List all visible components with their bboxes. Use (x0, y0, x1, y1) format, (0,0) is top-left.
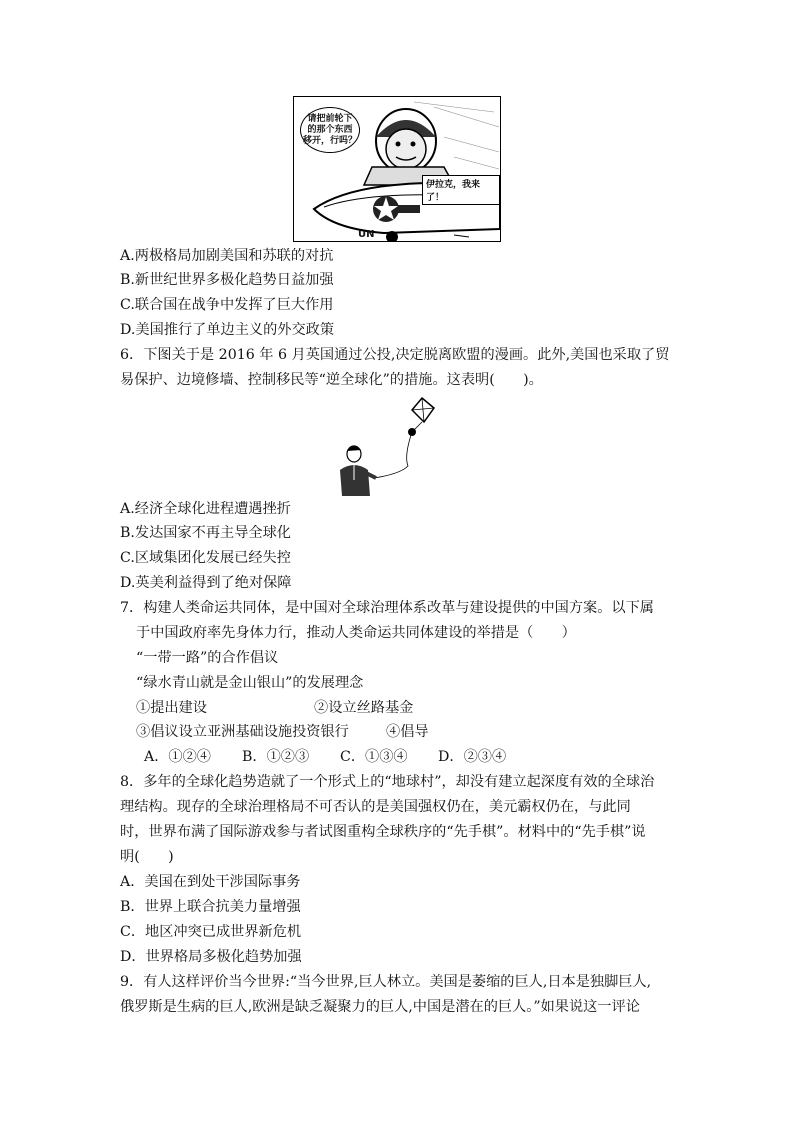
q9-stem-line1: 9．有人这样评价当今世界:“当今世界,巨人林立。美国是萎缩的巨人,日本是独脚巨人, (120, 974, 652, 990)
q6-option-b: B.发达国家不再主导全球化 (120, 525, 291, 541)
cartoon-pilot-jet (293, 96, 501, 242)
q7-stem-line2: 于中国政府率先身体力行，推动人类命运共同体建设的举措是（ ） (136, 625, 576, 641)
q7-stem-line1: 7．构建人类命运共同体，是中国对全球治理体系改革与建设提供的中国方案。以下属 (120, 600, 654, 616)
kite-illustration (334, 396, 438, 496)
q5-option-c: C.联合国在战争中发挥了巨大作用 (120, 297, 334, 313)
q8-stem-line1: 8．多年的全球化趋势造就了一个形式上的“地球村”，却没有建立起深度有效的全球治 (120, 774, 655, 790)
q7-answer-b: B．①②③ (242, 749, 310, 765)
q8-option-d: D．世界格局多极化趋势加强 (120, 949, 302, 965)
q7-answer-d: D．②③④ (438, 749, 507, 765)
q5-option-a: A.两极格局加剧美国和苏联的对抗 (120, 248, 334, 264)
q6-stem-line2: 易保护、边境修墙、控制移民等“逆全球化”的措施。这表明( )。 (120, 372, 543, 388)
q5-option-b: B.新世纪世界多极化趋势日益加强 (120, 272, 334, 288)
q7-item-2: “绿水青山就是金山银山”的发展理念 (136, 675, 364, 691)
q8-option-b: B．世界上联合抗美力量增强 (120, 899, 301, 915)
q8-option-a: A．美国在到处干涉国际事务 (120, 874, 301, 890)
q8-stem-line3: 时，世界布满了国际游戏参与者试图重构全球秩序的“先手棋”。材料中的“先手棋”说 (120, 824, 646, 840)
q6-stem-line1: 6．下图关于是 2016 年 6 月英国通过公投,决定脱离欧盟的漫画。此外,美国也采取了贸 (120, 347, 670, 363)
speech-line: 移开，行吗？ (302, 136, 357, 146)
q7-choice-2: ②设立丝路基金 (314, 700, 414, 716)
cartoon-kite (334, 396, 438, 496)
q7-answer-a: A．①②④ (144, 749, 211, 765)
q6-option-a: A.经济全球化进程遭遇挫折 (120, 501, 291, 517)
q8-option-c: C．地区冲突已成世界新危机 (120, 924, 302, 940)
speech-bubble (300, 107, 360, 153)
un-label: UN (358, 229, 375, 240)
q8-stem-line4: 明( ) (120, 849, 174, 865)
q7-choice-3: ③倡议设立亚洲基础设施投资银行 (136, 724, 349, 740)
q7-answer-c: C．①③④ (340, 749, 408, 765)
q7-choice-4: ④倡导 (386, 724, 429, 740)
jet-banner: 伊拉克，我来了！ (422, 175, 500, 205)
q8-stem-line2: 理结构。现存的全球治理格局不可否认的是美国强权仍在，美元霸权仍在，与此同 (120, 799, 631, 815)
speech-line: 请把前轮下 (307, 114, 353, 124)
q7-choice-1: ①提出建设 (136, 700, 207, 716)
speech-line: 的那个东西 (307, 125, 353, 135)
q6-option-d: D.英美利益得到了绝对保障 (120, 575, 292, 591)
q6-option-c: C.区域集团化发展已经失控 (120, 550, 291, 566)
q5-option-d: D.美国推行了单边主义的外交政策 (120, 322, 335, 338)
q9-stem-line2: 俄罗斯是生病的巨人,欧洲是缺乏凝聚力的巨人,中国是潜在的巨人。”如果说这一评论 (120, 999, 640, 1015)
q7-item-1: “一带一路”的合作倡议 (136, 650, 279, 666)
